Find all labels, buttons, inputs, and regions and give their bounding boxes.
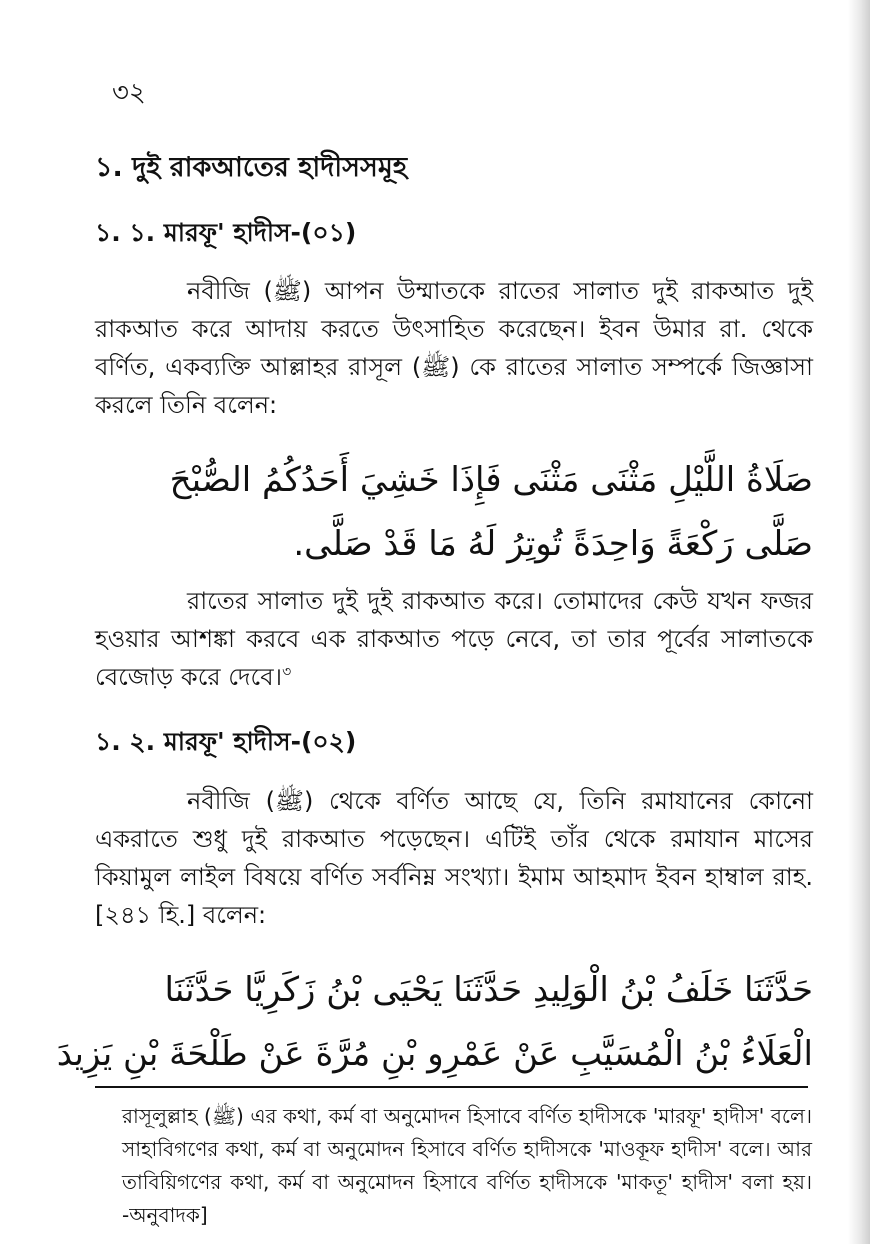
hadith-2-arabic-text bbox=[56, 958, 813, 1086]
hadith-1-intro: নবীজি (ﷺ) আপন উম্মাতকে রাতের সালাত দুই রাকআত দুই রাকআত করে আদায় করতে উৎসাহিত করেছেন। ইবন উমার রা. থেকে বর্ণিত, একব্যক্তি আল্লাহর রাসূল (ﷺ) কে রাতের সালাত সম্পর্কে জিজ্ঞাসা করলে তিনি বলেন: bbox=[95, 277, 813, 419]
subsection-heading-1: ১. ১. মারফূ' হাদীস-(০১) bbox=[95, 218, 357, 247]
footnote-divider bbox=[95, 1086, 808, 1088]
arabic-line: صَلَاةُ اللَّيْلِ مَثْنَى مَثْنَى فَإِذَا خَشِيَ أَحَدُكُمُ الصُّبْحَ bbox=[169, 460, 813, 500]
subsection-heading-2: ১. ২. মারফূ' হাদীস-(০২) bbox=[95, 727, 357, 756]
arabic-line: الْعَلَاءُ بْنُ الْمُسَيَّبِ عَنْ عَمْرِو بْنِ مُرَّةَ عَنْ طَلْحَةَ بْنِ يَزِيدَ bbox=[56, 1034, 813, 1074]
translation-text: রাতের সালাত দুই দুই রাকআত করে। তোমাদের কেউ যখন ফজর হওয়ার আশঙ্কা করবে এক রাকআত পড়ে নেবে, তা তার পূর্বের সালাতকে বেজোড় করে দেবে। bbox=[95, 587, 813, 691]
footnote-text: রাসূলুল্লাহ (ﷺ) এর কথা, কর্ম বা অনুমোদন হিসাবে বর্ণিত হাদীসকে 'মারফূ' হাদীস' বলে। সাহাবিগণের কথা, কর্ম বা অনুমোদন হিসাবে বর্ণিত হাদীসকে 'মাওকূফ হাদীস' বলে। আর তাবিয়িগণের কথা, কর্ম বা অনুমোদন হিসাবে বর্ণিত হাদীসকে 'মাকতূ' হাদীস' বলা হয়। -অনুবাদক] bbox=[122, 1104, 812, 1227]
hadith-1-translation bbox=[95, 582, 813, 696]
section-title: ১. দুই রাকআতের হাদীসসমূহ bbox=[95, 152, 408, 183]
footnote-marker: ৩ bbox=[282, 664, 292, 680]
page-edge-shadow bbox=[848, 0, 870, 1244]
hadith-2-intro: নবীজি (ﷺ) থেকে বর্ণিত আছে যে, তিনি রমাযানের কোনো একরাতে শুধু দুই রাকআত পড়েছেন। এটিই তাঁর থেকে রমাযান মাসের কিয়ামুল লাইল বিষয়ে বর্ণিত সর্বনিম্ন সংখ্যা। ইমাম আহমাদ ইবন হাম্বাল রাহ. [২৪১ হি.] বলেন: bbox=[95, 787, 813, 929]
arabic-line: حَدَّثَنَا خَلَفُ بْنُ الْوَلِيدِ حَدَّثَنَا يَحْيَى بْنُ زَكَرِيَّا حَدَّثَنَا bbox=[164, 970, 813, 1010]
hadith-1-arabic-text bbox=[95, 448, 813, 576]
arabic-line: صَلَّى رَكْعَةً وَاحِدَةً تُوتِرُ لَهُ مَا قَدْ صَلَّى. bbox=[293, 524, 813, 564]
page-number: ৩২ bbox=[112, 78, 146, 108]
